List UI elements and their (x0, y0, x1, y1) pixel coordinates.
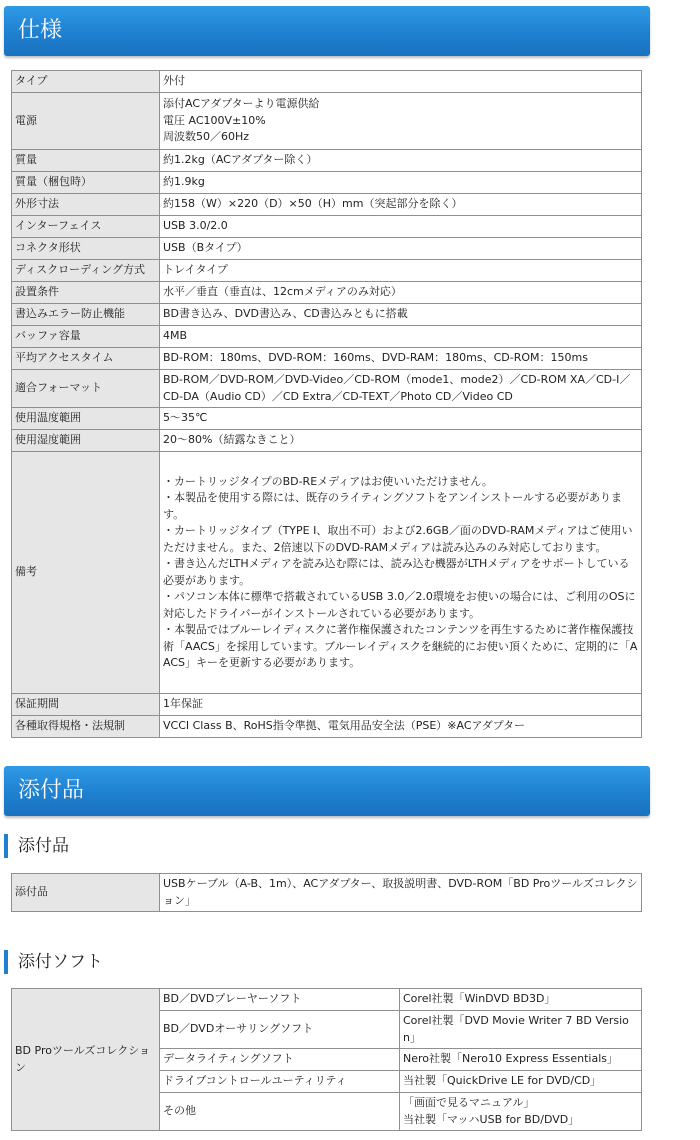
spec-label: 平均アクセスタイム (12, 348, 160, 370)
software-product (400, 1071, 642, 1093)
spec-label: 適合フォーマット (12, 370, 160, 408)
spec-value (160, 150, 642, 172)
spec-value-line: BD-ROM／DVD-ROM／DVD-Video／CD-ROM（mode1、mode2）／CD-ROM XA／CD-I／CD-DA（Audio CD）／CD Extra／CD-TEXT／Photo CD／Video CD (163, 373, 631, 403)
spec-value-line: トレイタイプ (163, 263, 228, 277)
spec-value-line: 水平／垂直（垂直は、12cmメディアのみ対応） (163, 285, 402, 299)
table-row (12, 282, 642, 304)
spec-value-line: ・カートリッジタイプ（TYPE I、取出不可）および2.6GB／面のDVD-RAMメディアはご使用いただけません。また、2倍速以下のDVD-RAMメディアは読み込みのみ対応しております。 (163, 524, 633, 554)
spec-value-line: 5～35℃ (163, 411, 208, 425)
spec-label: 質量 (12, 150, 160, 172)
spec-label: 各種取得規格・法規制 (12, 716, 160, 738)
spec-value-line: 約158（W）×220（D）×50（H）mm（突起部分を除く） (163, 197, 463, 211)
spec-value (160, 370, 642, 408)
spec-value (160, 238, 642, 260)
spec-label: ディスクローディング方式 (12, 260, 160, 282)
table-row (12, 304, 642, 326)
spec-value (160, 260, 642, 282)
spec-value-line: 約1.9kg (163, 175, 205, 189)
table-row (12, 716, 642, 738)
table-row (12, 71, 642, 93)
spec-value-line: 約1.2kg（ACアダプター除く） (163, 153, 318, 167)
spec-value (160, 194, 642, 216)
spec-label: コネクタ形状 (12, 238, 160, 260)
spec-value (160, 216, 642, 238)
table-row (12, 194, 642, 216)
spec-label: 設置条件 (12, 282, 160, 304)
accessories-table (11, 873, 642, 912)
accessories-section-header: 添付品 (4, 766, 650, 816)
spec-value (160, 716, 642, 738)
software-type: BD／DVDプレーヤーソフト (160, 989, 400, 1011)
spec-value-line: 電圧 AC100V±10% (163, 113, 266, 127)
spec-value-line: 4MB (163, 329, 188, 343)
spec-label: 質量（梱包時） (12, 172, 160, 194)
spec-label: 書込みエラー防止機能 (12, 304, 160, 326)
table-row (12, 452, 642, 694)
software-product (400, 989, 642, 1011)
spec-label: バッファ容量 (12, 326, 160, 348)
software-type: データライティングソフト (160, 1049, 400, 1071)
table-row (12, 694, 642, 716)
spec-value-line: 添付ACアダプターより電源供給 (163, 97, 320, 111)
spec-value-line: 周波数50／60Hz (163, 130, 250, 144)
spec-value-line: ・本製品ではブルーレイディスクに著作権保護されたコンテンツを再生するために著作権保護技術「AACS」を採用しています。ブルーレイディスクを継続的にお使い頂くために、定期的に「AACS」キーを更新する必要があります。 (163, 623, 638, 669)
software-type: その他 (160, 1093, 400, 1131)
spec-value (160, 348, 642, 370)
software-product-line: Corel社製「WinDVD BD3D」 (403, 992, 556, 1006)
software-product-line: Nero社製「Nero10 Express Essentials」 (403, 1052, 619, 1066)
spec-section-header: 仕様 (4, 6, 650, 56)
table-row (12, 172, 642, 194)
spec-value (160, 304, 642, 326)
spec-value (160, 282, 642, 304)
spec-value-line: 外付 (163, 74, 185, 88)
table-row (12, 408, 642, 430)
spec-value (160, 408, 642, 430)
spec-label: 電源 (12, 93, 160, 150)
spec-value (160, 694, 642, 716)
software-product-line: 当社製「マッハUSB for BD/DVD」 (403, 1112, 580, 1126)
spec-value-line: ・カートリッジタイプのBD-REメディアはお使いいただけません。 (163, 474, 493, 488)
spec-table (11, 70, 642, 738)
spec-value (160, 71, 642, 93)
spec-value-line: 1年保証 (163, 697, 203, 711)
spec-label: 使用湿度範囲 (12, 430, 160, 452)
table-row (12, 238, 642, 260)
table-row (12, 348, 642, 370)
spec-value-line: ・パソコン本体に標準で搭載されているUSB 3.0／2.0環境をお使いの場合には、ご利用のOSに対応したドライバーがインストールされている必要があります。 (163, 590, 636, 620)
table-row (12, 989, 642, 1011)
table-row (12, 150, 642, 172)
table-row (12, 370, 642, 408)
spec-value (160, 172, 642, 194)
spec-value (160, 430, 642, 452)
spec-value-line: ・本製品を使用する際には、既存のライティングソフトをアンインストールする必要があります。 (163, 491, 623, 521)
software-product (400, 1011, 642, 1049)
accessories-subheader: 添付品 (4, 834, 69, 858)
software-subheader: 添付ソフト (4, 950, 103, 974)
spec-value (160, 452, 642, 694)
spec-label: 使用温度範囲 (12, 408, 160, 430)
table-row (12, 216, 642, 238)
spec-value-line: USB（Bタイプ） (163, 241, 248, 255)
spec-value-line: USB 3.0/2.0 (163, 219, 228, 233)
software-product (400, 1049, 642, 1071)
spec-label: 外形寸法 (12, 194, 160, 216)
software-type: ドライブコントロールユーティリティ (160, 1071, 400, 1093)
table-row (12, 430, 642, 452)
spec-value-line: ・書き込んだLTHメディアを読み込む際には、読み込む機器がLTHメディアをサポートしている必要があります。 (163, 557, 630, 587)
software-type: BD／DVDオーサリングソフト (160, 1011, 400, 1049)
spec-label: タイプ (12, 71, 160, 93)
spec-label: 備考 (12, 452, 160, 694)
spec-value-line: 20～80%（結露なきこと） (163, 433, 301, 447)
spec-value-line: BD書き込み、DVD書込み、CD書込みともに搭載 (163, 307, 408, 321)
spec-label: 保証期間 (12, 694, 160, 716)
software-group-label: BD Proツールズコレクション (12, 989, 160, 1131)
table-row (12, 260, 642, 282)
accessories-value: USBケーブル（A-B、1m）、ACアダプター、取扱説明書、DVD-ROM「BD Proツールズコレクション」 (160, 874, 642, 912)
accessories-label: 添付品 (12, 874, 160, 912)
spec-value-line: VCCI Class B、RoHS指令準拠、電気用品安全法（PSE）※ACアダプター (163, 719, 525, 733)
table-row (12, 93, 642, 150)
spec-value (160, 326, 642, 348)
table-row (12, 874, 642, 912)
spec-value-line: BD-ROM：180ms、DVD-ROM：160ms、DVD-RAM：180ms、CD-ROM：150ms (163, 351, 588, 365)
software-table (11, 988, 642, 1131)
software-product (400, 1093, 642, 1131)
table-row (12, 326, 642, 348)
spec-value (160, 93, 642, 150)
spec-label: インターフェイス (12, 216, 160, 238)
software-product-line: Corel社製「DVD Movie Writer 7 BD Version」 (403, 1014, 629, 1044)
software-product-line: 「画面で見るマニュアル」 (403, 1096, 535, 1109)
software-product-line: 当社製「QuickDrive LE for DVD/CD」 (403, 1074, 602, 1088)
